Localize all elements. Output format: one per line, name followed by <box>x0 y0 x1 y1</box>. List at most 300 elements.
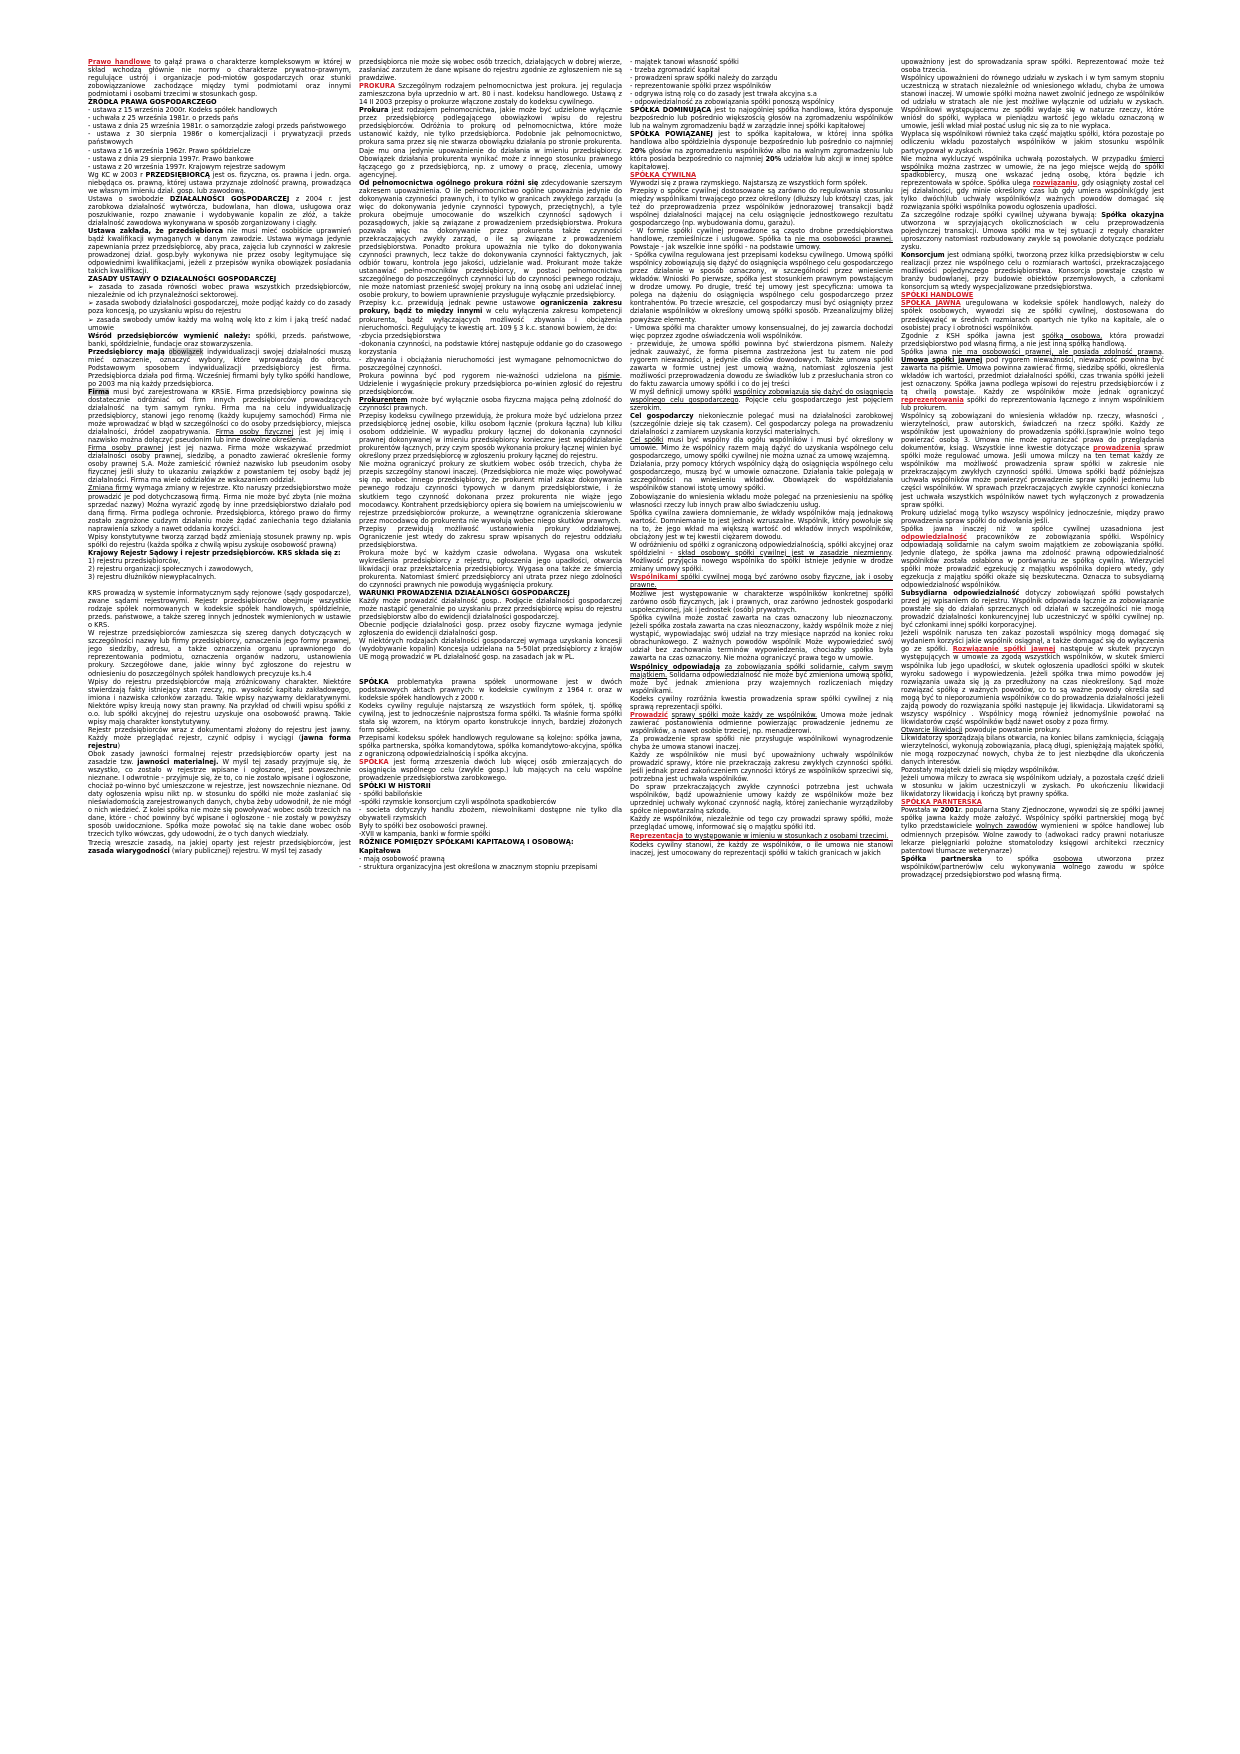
paragraph <box>630 493 893 509</box>
paragraph <box>88 750 351 839</box>
paragraph <box>359 678 622 702</box>
paragraph <box>88 171 351 195</box>
text-run: Jeżeli wspólnik narusza ten zakaz pozostali wspólnicy mogą domagać się wydaniem korzyści jakie wspólnik osiągnął, a także domagać się do wyłączenia go ze spółki. <box>901 629 1164 654</box>
paragraph <box>359 549 622 589</box>
text-run: W odróżnieniu od spółki z ograniczoną odpowiedzialnością, spółki akcyjnej oraz spółdzielni - <box>630 540 893 557</box>
paragraph <box>630 58 893 66</box>
paragraph <box>88 589 351 629</box>
paragraph <box>630 815 893 831</box>
text-run: - zbywania i obciążania nieruchomości jest wymagane pełnomocnictwo do poszczególnej czynności. <box>359 355 622 372</box>
paragraph <box>901 74 1164 130</box>
text-run: Firma osoby prawnej <box>88 444 164 453</box>
paragraph <box>901 774 1164 798</box>
text-run: Do spraw przekraczających zwykłe czynności potrzebna jest uchwała wspólników, bądź upoważnienie umowy każdy ze wspólników może bez uprzedniej uchwały wykonać czynność nagłą, której zaniechanie wyrządziłoby spółce niepowtarzalną szkodę. <box>630 783 893 816</box>
paragraph <box>88 388 351 444</box>
paragraph <box>359 332 622 340</box>
paragraph <box>630 251 893 323</box>
text-run: jest jej imię i nazwisko można dołączyć pseudonim lub inne dowolne określenia. <box>88 428 351 445</box>
text-run: Pozostały majątek dzieli się między wspólników. <box>901 766 1060 775</box>
text-run: - prowadzeni spraw spółki należy do zarządu <box>630 74 778 83</box>
paragraph <box>630 340 893 388</box>
text-run: jest odmianą spółki, tworzoną przez kilka przedsiębiorstw w celu realizacji przez nie wspólnego celu o rozmiarach wartości, przekraczającego możliwości pojedynczego przedsiębiorstwa. Konsorcja powstaje często w branży budowlanej, przy budowie obiektów przemysłowych, a członkami konsorcjum są wtedy wyspecjalizowane przedsiębiorstwa. <box>901 251 1164 292</box>
text-run: - ustawa z 20 września 1997r. Krajowym rejestrze sadowym <box>88 162 286 171</box>
paragraph <box>88 332 351 348</box>
text-run: - Umowa spółki ma charakter umowy konsensualnej, do jej zawarcia dochodzi więc poprzez zgodne oświadczenia woli wspólników. <box>630 323 893 340</box>
paragraph <box>88 573 351 581</box>
text-run: r. popularna Stany Zjednoczone, wywodzi się ze spółki jawnej spółkę jawna każdy może założyć. Wspólnicy spółki partnerskiej mogą być tylko przedstawiciele <box>901 806 1164 831</box>
text-run: spółki, przeds. państwowe, banki, spółdzielnie, fundacje oraz stowarzyszenia. <box>88 331 351 348</box>
paragraph <box>901 726 1164 734</box>
text-run: 2) rejestru organizacji społecznych i zawodowych, <box>88 564 254 573</box>
text-run: - struktura organizacyjna jest określona w znacznym stopniu przepisami <box>359 862 598 871</box>
paragraph <box>630 509 893 541</box>
paragraph <box>630 590 893 614</box>
text-run: - ustawa z dnia 29 sierpnia 1997r. Prawo bankowe <box>88 154 254 163</box>
text-run: - Spółka cywilna regulowana jest przepisami kodeksu cywilnego. Umową spółki wspólnicy zobowiązują się dążyć do osiągnięcia wspólnego celu gospodarczego przez działanie w sposób oznaczony, w szczególności przez wniesienie wkładów. Wnioski Po pierwsze, spółka jest stosunkiem prawnym powstającym w drodze umowy. Po drugie, treść tej umowy jest specyficzna: umowa ta polega na dążeniu do osiągnięcia wspólnego celu gospodarczego przez kontrahentów. Po trzecie wreszcie, cel gospodarczy musi być osiągnięty przez działanie wspólników w określony umową spółki sposób. Przeanalizujmy bliżej powyższe elementy. <box>630 251 893 324</box>
text-run: nie ma osobowości prawnej. <box>794 235 893 244</box>
text-run: zdecydowanie szerszym zakresem upoważnienia. O ile pełnomocnictwo ogólne upoważnia jedynie do dokonywania czynności prawnych, i to tylko w granicach zwykłego zarządu (a więc do dokonywania jedynie czynności typowych, przeciętnych), a tyle prokura obejmuje umocowanie do wszelkich czynności sądowych i pozasądowych, jakie są związane z prowadzeniem przedsiębiorstwa. Prokura pozwala więc na dokonywanie przez prokurenta także czynności przekraczających zwykły zarząd, o ile są związane z prowadzeniem przedsiębiorstwa. Ponadto prokura upoważnia nie tylko do dokonywania czynności prawnych, lecz także do dokonywania czynności faktycznych, jak odbiór towaru, kontrola jego jakości, udzielanie wad. Prokurant może także ustanawiać pełno-mocników przedsiębiorcy, w postaci pełnomocnictwa szczególnego do poszczególnych czynności lub do czynności pewnego rodzaju, nie może natomiast przenieść swojej prokury na inną osobę ani udzielać innej osobie prokury, to bowiem uprawnienie przysługuje wyłącznie przedsiębiorcy. <box>359 178 622 300</box>
paragraph <box>88 444 351 484</box>
paragraph <box>630 614 893 662</box>
paragraph <box>901 509 1164 525</box>
section-heading: Reprezentacja <box>630 831 684 840</box>
paragraph <box>359 106 622 178</box>
text-run: Ustawa zakłada, że przedsiębiorca <box>88 226 223 235</box>
text-run: piśmie <box>598 371 620 380</box>
text-run: WARUNKI PROWADZENIA DZIAŁALNOŚCI GOSPODARCZEJ <box>359 589 570 598</box>
paragraph <box>88 227 351 275</box>
text-run: Spółka cywilna zawiera domniemanie, że wkłady wspólników mają jednakową wartość. Domniemanie to jest jednak wzruszalne. Wspólnik, który powołuje się na to, że jego wkład ma większą wartość od wkładów innych wspólników, obciążony jest w tej kwestii ciężarem dowodu. <box>630 508 893 541</box>
text-run: Powstała w <box>901 806 941 815</box>
text-run: ŹRÓDŁA PRAWA GOSPODARCZEGO <box>88 98 217 107</box>
paragraph <box>88 163 351 171</box>
text-run: to spółka <box>981 854 1054 863</box>
paragraph <box>359 863 622 871</box>
text-run: musi być zarejestrowana w KRSiE. Firma przedsiębiorcy powinna się dostatecznie odróżniać od firm innych przedsiębiorców prowadzących działalność na tym samym rynku. Firma ma na celu indywidualizację przedsiębiorcy, stanowi jego renomę (każdy kupujemy samochód) Firma nie może wprowadzać w błąd w szczególności co do osoby przedsiębiorcy, miejsca działalności, źródeł zaopatrywania. <box>88 387 351 437</box>
paragraph <box>88 299 351 315</box>
paragraph <box>88 155 351 163</box>
text-run: Rejestr przedsiębiorców wraz z dokumentami złożony do rejestru jest jawny. Każdy może przeglądać rejestr, czynić odpisy i wyciągi ( <box>88 725 351 742</box>
text-run: Kapitałowa <box>359 846 401 855</box>
paragraph <box>88 130 351 146</box>
text-run: 2001 <box>940 806 959 815</box>
paragraph <box>901 211 1164 251</box>
paragraph <box>88 316 351 332</box>
text-run: - ustawa z 16 września 1962r. Prawo spółdzielcze <box>88 146 251 155</box>
text-run: RÓŻNICE POMIĘDZY SPÓŁKAMI KAPITAŁOWĄ I OSOBOWĄ: <box>359 838 574 847</box>
paragraph <box>630 171 893 179</box>
text-run: - trzeba zgromadzić kapitał <box>630 66 720 75</box>
paragraph <box>88 678 351 726</box>
paragraph <box>901 299 1164 331</box>
paragraph <box>630 832 893 841</box>
document-page <box>88 58 1162 1698</box>
paragraph <box>901 525 1164 589</box>
text-run: W myśl definicji umowy spółki <box>630 387 734 396</box>
text-run: która prowadzi przedsiębiorstwo pod własną firmą, a nie jest inną spółką handlową. <box>901 331 1164 348</box>
text-run: za zobowiązania spółki solidarnie, całym swym majątkiem. <box>630 662 893 679</box>
paragraph <box>359 412 622 460</box>
text-run: Kodeks cywilny reguluje najstarszą ze wszystkich form spółek, tj. spółkę cywilną, jest to jednocześnie najprostsza forma spółki. Ta właśnie forma spółki stała się wzorem, na którym oparto konstrukcje innych, bardziej złożonych form spółek. <box>359 701 622 734</box>
text-run: W rejestrze przedsiębiorców zamieszcza się szereg danych dotyczących w szczególności nazwy lub firmy przedsiębiorcy, oznaczenia jego formy prawnej, jego siedziby, adresu, a także oznaczenia organu uprawnionego do reprezentowania podmiotu, oznaczenia organów nadzoru, ustanowienia prokury. Szczegółowe dane, jakie winny być zgłoszone do rejestru w odniesieniu do poszczególnych spółek handlowych precyzuje ks.h.4 <box>88 629 351 678</box>
paragraph <box>359 758 622 782</box>
text-run: Wg KC w 2003 r <box>88 170 146 179</box>
text-run: - majątek tanowi własność spółki <box>630 58 739 66</box>
text-run: z 2004 r. jest zarobkowa działalność wytwórcza, budowlana, han dlowa, usługowa oraz poszukiwanie, rozpo znawanie i wydobywanie kopalin ze złóż, a także działalność zawodowa wykonywana w sposób zorganizowany i ciągły. <box>88 194 351 227</box>
section-heading: SPÓŁKA JAWNA <box>901 299 961 308</box>
paragraph <box>901 806 1164 854</box>
text-run: Zgodnie z KSH spółka jawna jest <box>901 331 1043 340</box>
paragraph <box>359 798 622 806</box>
text-run: Przepisy o spółce cywilnej dostosowane są zarówno do regulowania stosunku między wspólnikami trwającego przez określony (dłuższy lub krótszy) czas, jak też do przeprowadzenia przez wspólników jednorazowej transakcji bądź wspólnej działalności mającej na celu osiągnięcie jednostkowego rezultatu gospodarczego (np. wybudowania domu, garażu). <box>630 186 893 227</box>
text-run: -spółki rzymskie konsorcjum czyli wspólnota spadkobierców <box>359 798 557 807</box>
text-run: Wspólnicy odpowiadają <box>630 662 721 671</box>
text-run: SPÓŁKI W HISTORII <box>359 782 431 791</box>
section-heading: prowadzenia <box>1093 444 1141 453</box>
section-heading: Prowadzić <box>630 710 668 719</box>
text-run: w celu wyłączenia zakresu kompetencji prokurenta, bądź wyłączających możliwość zbywania i obciążenia nieruchomości. Regulujący te kwestię art. 109 § 3 k.c. stanowi bowiem, że do: <box>359 307 622 332</box>
paragraph <box>630 82 893 90</box>
text-run: Szczególnym rodzajem pełnomocnictwa jest prokura. jej regulacja zamieszczona była uprzednio w art. 80 i nast. kodeksu handlowego. Ustawą z 14 II 2003 przepisy o prokurze włączone zostały do kodeksu cywilnego. <box>359 82 622 107</box>
text-run: Wpisy do rejestru przedsiębiorców mają zróżnicowany charakter. Niektóre stwierdzają fakty istniejący stan rzeczy, np. wysokość kapitału zakładowego, imiona i nazwiska członków zarządu. Takie wpisy nazywamy deklaratywnymi. Niektóre wpisy kreują nowy stan prawny. Na przykład od chwili wpisu spółki z o.o. lub spółki akcyjnej do rejestru uzyskuje ona osobowość prawną. Takie wpisy mają charakter konstytutywny. <box>88 677 351 726</box>
paragraph <box>630 735 893 751</box>
section-heading: SPÓŁKA PARNTERSKA <box>901 798 982 807</box>
text-run: Zmiana firmy <box>88 484 133 493</box>
text-run: Powstaje - jak wszelkie inne spółki - na podstawie umowy. <box>630 243 821 252</box>
paragraph <box>901 155 1164 211</box>
text-run: Nie można wykluczyć wspólnika uchwałą pozostałych. W przypadku <box>901 154 1141 163</box>
text-run: ➢ zasada to zasada równości wobec prawa wszystkich przedsiębiorców, niezależnie od ich przynależności sektorowej. <box>88 283 351 300</box>
paragraph <box>359 58 622 82</box>
text-run: Działania, przy pomocy których wspólnicy dążą do osiągnięcia wspólnego celu gospodarczego, muszą być w umowie oznaczone. Działania takie polegają w szczególności na wniesieniu wkładów. Obowiązek do współdziałania wspólników stanowi istotę umowy spółki. <box>630 460 893 493</box>
section-heading: reprezentowania <box>901 395 964 404</box>
text-run: wymaga zmiany w rejestrze. Kto naruszy przedsiębiorstwo może prowadzić je pod dotychczasową firmą. Firma nie może być zbyta (nie można sprzedać nazwy) Można wyrazić zgodę by inne przedsiębiorstwo działało pod daną firmą. Firma podlega ochronie. Przedsiębiorca, którego prawo do firmy zostało zagrożone cudzym działaniu może żądać zaniechania tego działania naprawienia szkody a nawet oddania korzyści. <box>88 484 351 533</box>
text-run: - ustawa z 15 września 2000r. Kodeks spółek handlowych <box>88 106 278 115</box>
paragraph <box>359 340 622 356</box>
text-run: jawności materialnej. <box>137 758 219 767</box>
paragraph <box>630 460 893 492</box>
text-run: - przewiduje, że umowa spółki powinna być stwierdzona pismem. Należy jednak zauważyć, że forma pisemna zastrzeżona jest tu zatem nie pod rygorem nieważności, a jedynie dla celów dowodowych. Także umowa spółki zawarta w formie ustnej jest umową ważną, natomiast zgłoszenia jest możliwości przeprowadzenia dowodu ze świadków lub z przesłuchania stron co do faktu zawarcia umowy spółki i co do jej treści <box>630 339 893 388</box>
paragraph <box>359 356 622 372</box>
text-run: pracowników ze zobowiązania spółki. Wspólnicy odpowiadają solidarnie na całym swoim majątkiem ze zobowiązania spółki. Jedynie dlatego, że spółka jawna ma zdolność prawną odpowiedzialność wspólników została osłabiona w porównaniu ze spółką cywilną. Wierzyciel spółki może prowadzić egzekucję z majątku wspólnika dopiero wtedy, gdy egzekucja z majątku spółki okaże się bezskuteczna. Oznacza to subsydiarną odpowiedzialność wspólników. <box>901 532 1164 590</box>
text-run: Przedsiębiorcy mają <box>88 347 169 356</box>
paragraph <box>88 348 351 388</box>
text-run: wymienieni w spółce handlowej lub odmiennych przepisów. Wolne zawody to (adwokaci radcy prawni notariusze lekarze pielęgniarki położne stomatolodzy księgowi architekci rzecznicy patentowi tłumacze weterynarze) <box>901 822 1164 855</box>
paragraph <box>359 782 622 790</box>
text-run: jest formą zrzeszenia dwóch lub więcej osób zmierzających do osiągnięcia wspólnego celu (zwykle gosp.) lub mających na celu wspólne prowadzenie przedsiębiorstwa zarobkowego. <box>359 757 622 783</box>
text-run: Za szczególne rodzaje spółki cywilnej używana bywają: <box>901 210 1102 219</box>
text-run: upoważniony jest do sprowadzania spraw spółki. Reprezentować może też osoba trzecia. <box>901 58 1164 75</box>
paragraph <box>88 106 351 114</box>
section-heading: Rozwiązanie spółki jawnej <box>952 645 1056 654</box>
text-run: Cel spółki <box>630 436 664 445</box>
paragraph <box>359 396 622 412</box>
paragraph <box>630 74 893 82</box>
text-run: SPÓŁKA POWIĄZANEJ <box>630 130 713 139</box>
section-heading: SPÓŁKA CYWILNA <box>630 170 697 179</box>
paragraph <box>901 855 1164 879</box>
text-run: ) <box>117 741 121 750</box>
paragraph <box>630 541 893 573</box>
text-run: 3) rejestru dłużników niewypłacalnych. <box>88 573 217 581</box>
paragraph <box>88 147 351 155</box>
text-run: jawna forma rejestru <box>88 733 351 750</box>
text-run: Cel gospodarczy <box>630 412 694 421</box>
text-run: . Pojęcie celu gospodarczego jest pojęciem szerokim. <box>630 395 893 413</box>
text-run: Kodeks cywilny rozróżnia kwestia prowadzenia spraw spółki cywilnej z nią sprawą reprezentacji spółki. <box>630 694 893 711</box>
paragraph <box>359 597 622 621</box>
text-run: Obok zasady jawności formalnej rejestr przedsiębiorców oparty jest na zasadzie tzw. <box>88 749 351 767</box>
paragraph <box>630 106 893 130</box>
paragraph <box>901 412 1164 509</box>
paragraph <box>630 436 893 460</box>
paragraph <box>901 766 1164 774</box>
text-run: SPÓŁKA DOMINUJĄCA <box>630 106 712 115</box>
text-run: obowiązek <box>168 347 204 356</box>
text-run: dotyczy zobowiązań spółki powstałych przed jej wpisaniem do rejestru. Wspólnik odpowiada łącznie za zobowiązanie powstałe się do działań sprzecznych od działań w szczególności nie mogą prowadzić działalności konkurencyjnej lub uczestniczyć w spółki cywilnej np. być członkami innej spółki korporacyjnej. <box>901 589 1164 630</box>
text-run: - uchwała z 25 września 1981r. o przeds pańs <box>88 114 239 123</box>
text-run: uregulowana w kodeksie spółek handlowych, należy do spółek osobowych, wywodzi się ze spółki cywilnej, dostosowana do przedsięwzięć w średnich rozmiarach opartych nie tylko na kapitale, ale o osobistej pracy i obrotności wspólników. <box>901 299 1164 332</box>
paragraph <box>901 130 1164 154</box>
paragraph <box>901 251 1164 291</box>
text-run: W niektórych rodzajach działalności gospodarczej wymaga uzyskania koncesji (wydobywanie kopalin) Koncesja udzielana na 5-50lat przedsiębiorcy z krajów UE mogą prowadzić w PL działalność gosp. na zasadach jak w PL. <box>359 637 622 662</box>
paragraph <box>359 734 622 758</box>
text-run: Solidarna odpowiedzialność nie może być zmieniona umową spółki, może być jednak zmieniona przy wzajemnych rozliczeniach między wspólnikami. <box>630 670 893 695</box>
paragraph <box>901 798 1164 806</box>
text-run: osobowa <box>1053 854 1083 863</box>
text-run: Przepisy kodeksu cywilnego przewidują, że prokura może być udzielona przez przedsiębiorcę jednej osobie, kilku osobom łącznie (prokura łączna) lub kilku osobom oddzielnie. W wypadku prokury łącznej do dokonania czynności prawnej dokonywanej w imieniu przedsiębiorcy konieczne jest współdziałanie prokurentów łącznych, przy czym sposób wykonania prokury łącznej winien być określony przez przedsiębiorcę w zgłoszeniu prokury łącznej do rejestru. <box>359 412 622 461</box>
paragraph <box>359 855 622 863</box>
paragraph <box>88 122 351 130</box>
paragraph <box>901 332 1164 348</box>
section-heading: PROKURA <box>359 82 396 91</box>
text-run: DZIAŁALNOŚCI GOSPODARCZEJ <box>169 194 290 203</box>
text-run: Otwarcie likwidacji <box>901 725 963 734</box>
text-run: udziałów lub akcji w innej spółce kapitałowej. <box>630 154 893 171</box>
section-heading: Wspólnikami <box>630 573 678 581</box>
paragraph <box>88 484 351 532</box>
text-run: jest rodzajem pełnomocnictwa, jakie może być udzielone wyłącznie przez przedsiębiorcę podlegającego obowiązkowi wpisu do rejestru przedsiębiorców. Odróżnia to prokurę od pełnomocnictwa, które może ustanowić każdy, nie tylko przedsiębiorca. Podobnie jak pełnomocnictwo, prokura sama przez się nie stwarza obowiązku działania po stronie prokurenta. Daje mu ona jedynie upoważnienie do działania w imieniu przedsiębiorcy. Obowiązek działania prokurenta wynikać może z innego stosunku prawnego łączącego go z przedsiębiorcą, np. z umowy o pracę, zlecenia, umowy agencyjnej. <box>359 106 622 179</box>
paragraph <box>359 637 622 661</box>
text-run: Spółka jawna inaczej niż w spółce cywilnej uzasadniona jest <box>901 524 1164 533</box>
text-run: Za prowadzenie spraw spółki nie przysługuje wspólnikowi wynagrodzenie chyba że umowa stanowi inaczej. <box>630 734 893 751</box>
paragraph <box>630 187 893 227</box>
text-run: (wiary publicznej) rejestru. W myśl tej zasady <box>169 846 322 855</box>
text-run: - societa dotyczyły handlu zbożem, niewolnikami dostępne nie tylko dla obywateli rzymskich <box>359 806 622 823</box>
paragraph <box>359 525 622 549</box>
text-run: problematyka prawna spółek unormowane jest w dwóch podstawowych aktach prawnych: w kodeksie cywilnym z 1964 r. oraz w kodeksie spółek handlowych z 2000 r. <box>359 677 622 702</box>
paragraph <box>630 663 893 695</box>
paragraph <box>359 82 622 106</box>
text-run: Wspólnicy są zobowiązani do wniesienia wkładów np. rzeczy, własności , wierzytelności, praw autorskich, świadczeń na rzecz spółki. Każdy ze wspólników jest upoważniony do prowadzenia spółki.(spraw)nie wolno tego powierzać osobą 3. Umowa nie może ograniczać prawa do przeglądania dokumentów, ksiąg. Wszystkie inne kwestie dotyczące <box>901 412 1164 453</box>
text-run: Krajowy Rejestr Sądowy i rejestr przedsiębiorców. KRS składa się z: <box>88 548 341 557</box>
text-run: 1) rejestru przedsiębiorców, <box>88 556 181 565</box>
paragraph <box>359 299 622 331</box>
text-run: pod rygorem nieważności, nieważność powinna być zawarta na piśmie. Umowa powinna zawierać firmę, siedzibę spółki, określenia wkładów ich wartości, przedmiot działalności spółki, czas trwania spółki jeżeli jest oznaczony. Spółka jawna podlega wpisowi do rejestru przedsiębiorców i z tą chwilą powstaje. Każdy ze wspólników może jednak ograniczyć <box>901 355 1164 396</box>
paragraph <box>359 702 622 734</box>
paragraph <box>88 549 351 557</box>
text-run: . Udzielenie i wygaśnięcie prokury przedsiębiorca po-winien zgłosić do rejestru przedsiębiorców. <box>359 371 622 396</box>
paragraph-spacer <box>359 670 622 678</box>
text-run: -XVII w kampania, banki w formie spółki <box>359 830 491 839</box>
paragraph <box>630 227 893 251</box>
text-run: jest os. fizyczna, os. prawna i jedn. orga. niebędąca os. prawną, której ustawa przyznaje zdolność prawną, prowadząca we własnym imieniu dział. gosp. lub zawodową. <box>88 170 351 195</box>
paragraph <box>901 629 1164 726</box>
paragraph <box>359 806 622 822</box>
text-run: Zobowiązanie do wniesienia wkładu może polegać na przeniesieniu na spółkę własności rzeczy lub innych praw albo świadczeniu usług. <box>630 492 893 509</box>
text-run: Umowa spółki jawnej <box>901 355 983 364</box>
paragraph <box>630 783 893 815</box>
text-run: -zbycia przedsiębiorstwa <box>359 331 441 340</box>
text-run: nie musi mieć osobiście uprawnień bądź kwalifikacji wymaganych w danym zawodzie. Ustawa wymaga jedynie zapewniania przez przedsiębiorcę, aby praca, zajęcia lub czynności w zakresie prowadzonej dział. gosp.były wykonywa nie przez osoby legitymujące się odpowiednimi kwalifikacjami, jeżeli z przepisów wynika obowiązek posiadania takich kwalifikacji. <box>88 226 351 276</box>
section-heading: SPÓŁKA <box>359 757 389 766</box>
text-run: Wypłaca się wspólnikowi również taka część majątku spółki, która pozostaje po odliczeniu wkładu pozostałych wspólników w jakim stosunku wspólnik partycypował w zyskach. <box>901 130 1164 155</box>
text-run: Przepisy przewidują możliwość ustanowienia prokury oddziałowej. Ograniczenie jest wtedy do zakresu spraw wpisanych do rejestru oddziału przedsiębiorstwa. <box>359 524 622 549</box>
paragraph <box>630 573 893 590</box>
text-run: Przepisy k.c. przewidują jednak pewne ustawowe <box>359 299 541 308</box>
text-run: -dokonania czynności, na podstawie której następuje oddanie go do czasowego korzystania <box>359 339 622 356</box>
column-3 <box>630 58 893 1698</box>
section-heading: Prawo handlowe <box>88 58 151 66</box>
text-run: to gałąź prawa o charakterze kompleksowym w której w skład wchodzą głównie nie normy o charakterze prywatno-prawnym, regulujące ustrój i organizacje pod-miotów gospodarczych oraz stunki zobowiązzaniowe zachodzące między tymi podmiotami oraz innymi podmiotami i osobami trzecimi w stosunkach gosp. <box>88 58 351 99</box>
text-run: - reprezentowanie spółki przez wspólników <box>630 82 771 91</box>
paragraph-spacer <box>88 581 351 589</box>
text-run: głosów na zgromadzeniu wspólników albo na walnym zgromadzeniu lub która posiada bezpośrednio co najmniej <box>630 146 893 163</box>
text-run: Prokura może być w każdym czasie odwołana. Wygasa ona wskutek wykreślenia przedsiębiorcy z rejestru, ogłoszenia jego upadłości, otwarcia likwidacji oraz przekształcenia przedsiębiorcy. Wygasa ona także ze śmiercią prokurenta. Natomiast śmierć przedsiębiorcy ani utrata przez niego zdolności do czynności prawnych nie powodują wygaśnięcia prokury. <box>359 548 622 590</box>
text-run: Kodeks cywilny stanowi, że każdy ze wspólników, o ile umowa nie stanowi inaczej, jest umocowany do reprezentacji spółki w takich granicach w jakich <box>630 840 893 857</box>
text-run: Każdy ze wspólników, niezależnie od tego czy prowadzi sprawy spółki, może przeglądać umowę, informować się o majątku spółki itd. <box>630 815 893 832</box>
text-run: - odgrywa istną rolę co do zasady jest trwała akcyjna s.a <box>630 90 817 99</box>
text-run: niekoniecznie polegać musi na działalności zarobkowej (szczególnie dzieje się tak czasem). Cel gospodarczy polega na prowadzeniu działalności z zamiarem uzyskania korzyści materialnych. <box>630 412 893 437</box>
paragraph <box>901 58 1164 74</box>
paragraph <box>630 412 893 436</box>
paragraph <box>88 195 351 227</box>
paragraph <box>88 565 351 573</box>
paragraph <box>359 179 622 300</box>
text-run: ZASADY USTAWY O DZIAŁALNOŚCI GOSPODARCZEJ <box>88 275 277 284</box>
paragraph <box>359 621 622 637</box>
text-run: Każdy ze wspólników nie musi być upoważniony uchwały wspólników prowadzić sprawy, które nie przekraczają zakresu zwykłych czynności spółki. Jeśli jednak przed zakończeniem czynności któryś ze wspólników sprzeciwi się, potrzebna jest uchwała wspólników. <box>630 751 893 784</box>
paragraph <box>88 629 351 677</box>
text-run: Prokurentem <box>359 395 408 404</box>
text-run: Firma osoby fizycznej <box>215 428 294 437</box>
text-run: SPÓŁKA <box>359 677 389 686</box>
text-run: utworzona w sprzyjających okolicznościach w celu przeprowadzenia pojedynczej transakcji. Umowa spółki ma w tej sytuacji z reguły charakter uproszczony natomiast rozbudowany zwykle są powołanie dotyczące podziału zysku. <box>901 218 1164 252</box>
text-run: Subsydiarna odpowiedzialność <box>901 589 1020 598</box>
paragraph <box>88 58 351 98</box>
text-run: wspólnicy zobowiązują się dążyć do osiągnięcia wspólnego celu gospodarczego <box>630 387 893 404</box>
text-run: Prokurę udzielać mogą tylko wszyscy wspólnicy jednocześnie, między prawo prowadzenia spraw spółki do odwołania jeśli. <box>901 508 1164 525</box>
paragraph <box>359 460 622 524</box>
paragraph <box>359 838 622 846</box>
section-heading: odpowiedzialność <box>901 532 967 541</box>
text-run: wolnych zawodów <box>975 822 1038 831</box>
text-run: , gdy osiągnięty został cel jej działalności, gdy minie określony czas lub gdy umiera wspólnik(gdy jest tylko dwóch)lub uchwały wspólników(z ważnych powodów domagać się rozwiązania spółki wspólnika powodu ogłoszenia upadłości. <box>901 178 1164 211</box>
paragraph <box>630 90 893 98</box>
paragraph <box>359 372 622 396</box>
paragraph <box>630 130 893 170</box>
text-run: W myśl tej zasady przyjmuje się, że wszystko, co zostało w rejestrze wpisane i ogłoszone, jest powszechnie nieznane. I odwrotnie - przyjmuje się, że to, co nie zostało wpisane i ogłoszone, chociaż po-winno być umieszczone w rejestrze, jest nowszechnie nieznane. Od daty ogłoszenia wpisu nikt np. w stosunku do spółki nie może zasłaniać się nieświadomością zarejestrowanych danych, chyba żeby udowodnił, że nie mógł o nich wiedzieć. Z kolei spółka nie może się powoływać wobec osób trzecich na dane, które - choć powinny być wpisane i ogłoszone - nie zostały w powyższy sposób uwidocznione. Spółka może powołać się na takie dane wobec osób trzecich tylko wówczas, gdy udowodni, że o tych danych wiedziały. <box>88 758 351 839</box>
text-run: ➢ zasada swobody działalności gospodarczej, może podjąć każdy co do zasady poza koncesją, po uzyskaniu wpisu do rejestru <box>88 299 351 316</box>
text-run: utworzona przez wspólników(partnerów)w celu wykonywania wolnego zawodu w spółce prowadzącej przedsiębiorstwo pod własną firmą. <box>901 854 1164 879</box>
text-run: Wśród przedsiębiorców wymienić należy: <box>88 331 251 340</box>
paragraph <box>630 695 893 711</box>
text-run: Możliwe jest występowanie w charakterze wspólników konkretnej spółki zarówno osób fizycznych, jak i prawnych, oraz zarówno jednostek gospodarki uspołecznionej, jak i jednostek (osób) prywatnych. <box>630 590 893 615</box>
paragraph <box>88 726 351 750</box>
text-run: Firma <box>88 387 110 396</box>
text-run: jest to spółka kapitałowa, w której inna spółka handlowa albo spółdzielnia dysponuje bezpośrednio lub pośrednio co najmniej <box>630 130 893 147</box>
text-run: powoduje powstanie prokury. <box>962 725 1061 734</box>
text-run: Od pełnomocnictwa ogólnego prokura różni się <box>359 178 539 187</box>
text-run: PRZEDSIĘBIORCĄ <box>145 170 210 179</box>
text-run: skład osobowy spółki cywilnej jest w zasadzie niezmienny <box>678 548 891 557</box>
text-run: Nie można ograniczyć prokury ze skutkiem wobec osób trzecich, chyba że przepis szczególny stanowi inaczej. (Przedsiębiorca nie może więc powoływać się np. wobec innego przedsiębiorcy, że prokurent miał zakaz dokonywania pewnego rodzaju czynności typowych w danym przedsiębiorstwie, i że skutkiem tego czynność dokonana przez prokurenta nie wiąże jego mocodawcy. Kontrahent przedsiębiorcy opiera się bowiem na umiejscowieniu w rejestrze przedsiębiorców prokurze, a wewnętrzne ograniczenia skierowane przez mocodawcę do prokurenta nie wywołują wobec niego skutków prawnych. <box>359 460 622 525</box>
text-run: Umowa może jednak zawierać postanowienia odmienne powierzając prowadzenie jednemu ze wspólników, a nawet osobie trzeciej, np. menadżerowi. <box>630 710 893 735</box>
text-run: Trzecią wreszcie zasadą, na jakiej oparty jest rejestr przedsiębiorców, jest <box>88 838 351 847</box>
paragraph <box>359 822 622 830</box>
paragraph <box>88 275 351 283</box>
paragraph <box>88 557 351 565</box>
paragraph <box>630 841 893 857</box>
column-4 <box>901 58 1164 1698</box>
text-run: - W formie spółki cywilnej prowadzone są często drobne przedsiębiorstwa handlowe, rzemieślnicze i usługowe. Spółka ta <box>630 226 893 244</box>
text-run: Wywodzi się z prawa rzymskiego. Najstarszą ze wszystkich form spółek. <box>630 178 868 187</box>
paragraph <box>630 751 893 783</box>
text-run: - odpowiedzialność za zobowiązania spółki ponoszą wspólnicy <box>630 98 835 107</box>
text-run: zasada wiarygodności <box>88 846 170 855</box>
text-run: Prokura powinna być pod rygorem nie-ważności udzielona na <box>359 371 599 380</box>
text-run: nie ma osobowości prawnej, ale posiada zdolność prawną <box>952 347 1162 356</box>
text-run: Każdy może prowadzić działalność gosp.. Podjęcie działalności gospodarczej może nastąpić generalnie po uzyskaniu przez przedsiębiorcę wpisu do rejestru przedsiębiorstw albo do ewidencji działalności gospodarczej. <box>359 597 622 622</box>
text-run: spółką osobowa, <box>1042 331 1103 340</box>
text-run: - ustawa z 30 sierpnia 1986r o komercjalizacji i prywatyzacji przeds państwowych <box>88 130 351 147</box>
paragraph <box>630 711 893 735</box>
text-run: Wpisy konstytutywne tworzą zarząd bądź zmieniają stosunek prawny np. wpis spółki do rejestru (każda spółka z chwilą wpisu zyskuje osobowość prawną) <box>88 532 351 549</box>
paragraph <box>88 98 351 106</box>
text-run: - ustawa z dnia 25 września 1981r. o samorządzie załogi przeds państwowego <box>88 122 346 131</box>
paragraph <box>630 179 893 187</box>
paragraph <box>630 66 893 74</box>
text-run: Spółka okazyjna <box>1101 210 1164 219</box>
text-run: sprawy spółki może każdy ze wspólników. <box>671 710 818 719</box>
paragraph <box>88 283 351 299</box>
column-1 <box>88 58 351 1698</box>
text-run: . Możliwość przyjęcia nowego wspólnika do spółki istnieje jedynie w drodze zmiany umowy spółki. <box>630 548 893 573</box>
text-run: Ustawa o swobodzie <box>88 194 170 203</box>
text-run: może być wyłącznie osoba fizyczna mająca pełną zdolność do czynności prawnych. <box>359 395 622 413</box>
paragraph <box>88 533 351 549</box>
text-run: przedsiębiorca nie może się wobec osób trzecich, działających w dobrej wierze, zasłaniać zarzutem że dane wpisane do rejestru zgodnie ze zgłoszeniem nie są prawdziwe. <box>359 58 622 83</box>
text-run: spółki cywilnej mogą być zarówno osoby fizyczne, jak i osoby prawne. <box>630 573 893 590</box>
text-run: śmierci wspólnika <box>901 154 1164 171</box>
text-run: Obecnie podjęcie działalności gosp. przez osoby fizyczne wymaga jedynie zgłoszenia do ewidencji działalności gosp. <box>359 621 622 638</box>
text-run: musi być wspólny dla ogółu wspólników i musi być określony w umowie. Mimo że wspólnicy razem mają dążyć do uzyskania wspólnego celu gospodarczego, umowy spółki cywilnej nie można uznać za umowę wzajemną. <box>630 436 893 461</box>
text-run: następuje w skutek przyczyn występujących w umowie za zgodą wszystkich wspólników, w skutek śmierci wspólnika lub jego upadłości, w skutek ogłoszenia upadłości spółki w skutek wyroku sadowego i wypowiedzenia. Jeżeli spółka trwa mimo powodów jej rozwiązania uważa się ją za przedłużony na czas nieokreślony. Sąd może rozwiązać spółkę z ważnych powodów, co to są ważne powody określa sąd mogą być to nieporozumienia wspólników co do prowadzenia działalności jeżeli zajdą powody do rozwiązania spółki następuje jej likwidacja. Likwidatorami są wszyscy wspólnicy . Wspólnicy mogą również jednomyślnie powołać na likwidatorów część wspólników bądź nawet osoby z poza firmy. <box>901 645 1164 726</box>
text-run: Spółka cywilna może zostać zawarta na czas oznaczony lub nieoznaczony. Jeżeli spółka została zawarta na czas nieoznaczony, każdy wspólnik może z niej wystąpić, wypowiadając swój udział na trzy miesiące naprzód na koniec roku obrachunkowego. Z ważnych powodów wspólnik Może wypowiedzieć swój udział bez zachowania terminów wypowiedzenia, chociażby spółka była zawarta na czas oznaczony. Nie można ograniczyć prawa tego w umowie. <box>630 614 893 663</box>
text-run: można zastrzec w umowie, że na jego miejsce wejdą do spółki spadkobiercy, muszą one wskazać jedną osobę, która będzie ich reprezentowała w spółce. Spółka ulega <box>901 162 1164 187</box>
text-run: Spółka partnerska <box>901 854 982 863</box>
text-run: . <box>1161 347 1164 356</box>
paragraph <box>359 589 622 597</box>
text-run: - mają osobowość prawną <box>359 854 445 863</box>
paragraph-spacer <box>359 662 622 670</box>
text-run: Wspólnicy upoważnieni do równego udziału w zyskach i w tym samym stopniu uczestniczą w stratach niezależnie od wniesionego wkładu, chyba że umowa stanowi inaczej. W umowie spółki można nawet zwolnić jednego ze wspólników od udziału w stratach ale nie jest możliwe wyłącznie od udziału w zyskach. Wspólnikowi występującemu ze spółki wydaje się w naturze rzeczy, które wniósł do spółki, wypłaca w pieniądzu wartość jego wkładu oznaczoną w umowie, jeśli wkład miał postać usług nic się za to nie wypłaca. <box>901 74 1164 131</box>
text-run: spraw spółki może regulować umowa. Jeśli umowa milczy na ten temat każdy ze wspólników ma możliwość prowadzenia spraw spółki w zakresie nie przekraczającym zwykłych czynności spółki. Umowa spółki bądź późniejsza uchwała wspólników może powierzyć prowadzenie spraw spółki jednemu lub części wspólników. W sprawach przekraczających zwykłe czynności konieczna jest uchwała wszystkich wspólników nawet tych wyłączonych z prowadzenia spraw spółki. <box>901 444 1164 509</box>
text-run: indywidualizacji swojej działalności muszą mieć oznaczenie, oznaczyć wybory, które wprowadzają do obrotu. Podstawowym sposobem indywidualizacji przedsiębiorcy jest firma. Przedsiębiorca działa pod firmą. Wcześniej firmami były tylko spółki handlowe, po 2003 ma nią każdy przedsiębiorca. <box>88 347 351 388</box>
paragraph <box>901 734 1164 766</box>
text-run: jest to najogólniej spółka handlowa, która dysponuje bezpośrednio lub pośrednio większością głosów na zgromadzeniu wspólników lub na walnym zgromadzeniu bądź w zarządzie innej spółki kapitałowej <box>630 106 893 131</box>
text-run: Konsorcjum <box>901 251 945 260</box>
